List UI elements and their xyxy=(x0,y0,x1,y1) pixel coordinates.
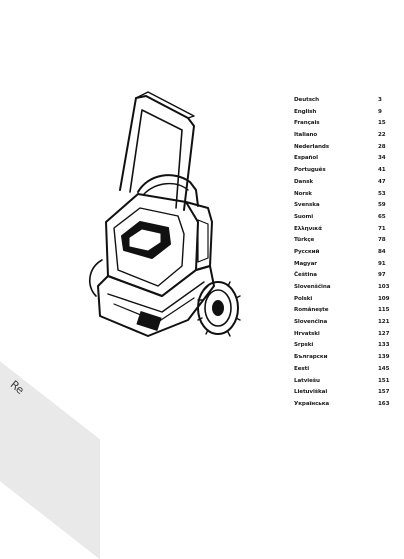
toc-row: Español 34 xyxy=(294,155,386,162)
toc-row: Hrvatski 127 xyxy=(294,330,390,337)
toc-row: Dansk 47 xyxy=(294,178,386,185)
toc-row: Magyar 91 xyxy=(294,260,386,267)
toc-row: Български 139 xyxy=(294,354,390,361)
toc-row: Româneşte 115 xyxy=(294,307,390,314)
pressure-washer-illustration xyxy=(78,90,258,370)
toc-row: Português 41 xyxy=(294,167,386,174)
hose-hook xyxy=(90,260,102,296)
toc-row: Ελληνικά 71 xyxy=(294,225,386,232)
toc-row: Deutsch 3 xyxy=(294,97,382,103)
toc-row: Українська 163 xyxy=(294,400,390,407)
side-vent xyxy=(198,220,208,262)
toc-row: Polski 109 xyxy=(294,295,390,302)
language-contents-list xyxy=(294,95,404,411)
toc-row: Suomi 65 xyxy=(294,213,386,220)
toc-row: Norsk 53 xyxy=(294,190,386,197)
toc-row: Srpski 133 xyxy=(294,342,390,349)
base-grip xyxy=(136,311,161,331)
body-dome xyxy=(144,184,188,194)
toc-row: Italiano 22 xyxy=(294,132,386,139)
toc-row: Latviešu 151 xyxy=(294,377,390,384)
toc-row: Svenska 59 xyxy=(294,202,386,209)
toc-row: Čeština 97 xyxy=(294,272,386,279)
wheel-hub xyxy=(212,300,224,316)
toc-row: Français 15 xyxy=(294,120,386,127)
toc-row: Русский 84 xyxy=(294,248,386,255)
toc-row: Slovenčina 121 xyxy=(294,319,390,326)
toc-row: Türkçe 78 xyxy=(294,237,386,244)
toc-row: Slovenščina 103 xyxy=(294,284,390,290)
toc-row: English 9 xyxy=(294,108,382,115)
toc-row: Nederlands 28 xyxy=(294,143,386,150)
handle-outer xyxy=(120,96,194,210)
corner-label: Re xyxy=(7,378,27,397)
toc-row: Lietuviškai 157 xyxy=(294,389,390,396)
toc-row: Eesti 145 xyxy=(294,365,390,372)
